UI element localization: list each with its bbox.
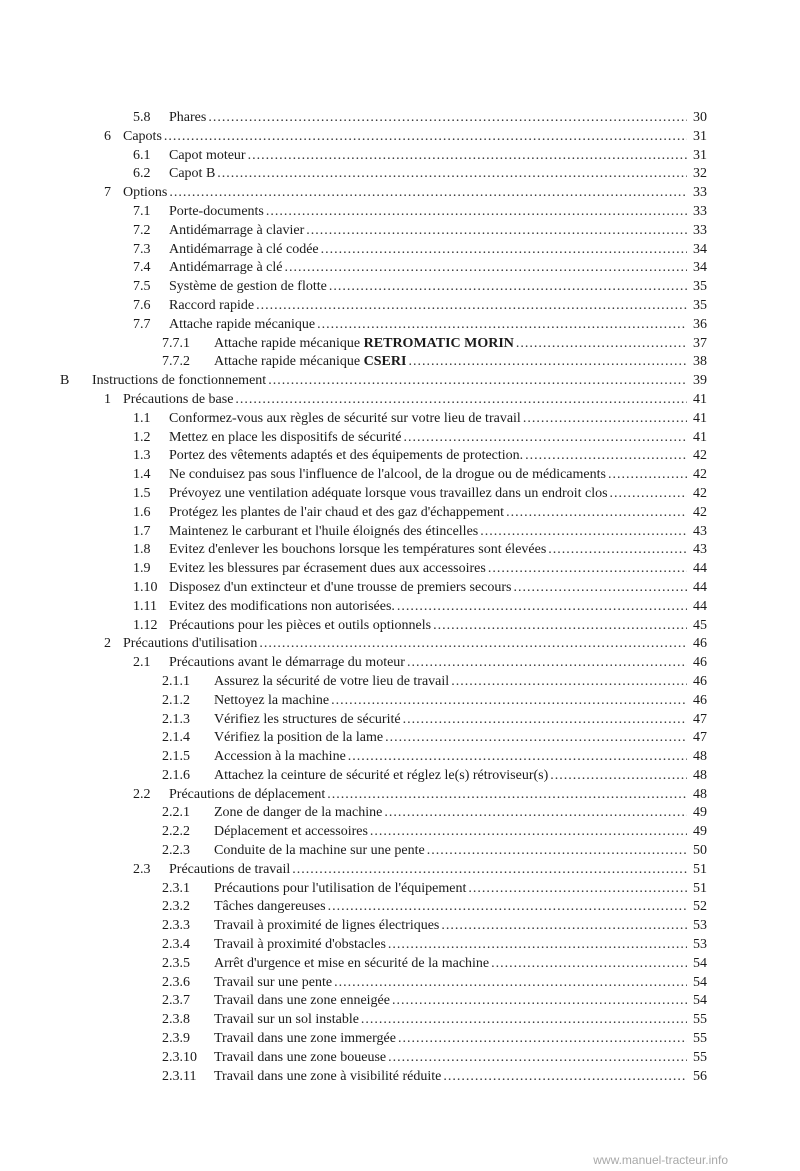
toc-entry — [0, 729, 800, 748]
toc-entry-title: Système de gestion de flotte — [169, 279, 327, 295]
toc-entry-title: Disposez d'un extincteur et d'une trousse de premiers secours — [169, 579, 512, 595]
toc-entry-page: 55 — [693, 1012, 707, 1028]
toc-entry — [0, 992, 800, 1011]
toc-entry — [0, 692, 800, 711]
dot-leader — [610, 485, 687, 504]
toc-entry — [0, 504, 800, 523]
toc-entry-page: 48 — [693, 786, 707, 802]
toc-entry-page: 37 — [693, 335, 707, 351]
toc-entry-number: 2.2.3 — [162, 843, 190, 859]
toc-entry-title: Précautions pour les pièces et outils optionnels — [169, 617, 432, 633]
dot-leader — [317, 316, 687, 335]
toc-entry — [0, 579, 800, 598]
toc-entry-number: 1.12 — [133, 617, 158, 633]
dot-leader — [480, 523, 687, 542]
dot-leader — [334, 974, 687, 993]
toc-entry-title: Instructions de fonctionnement — [92, 373, 267, 389]
toc-entry-page: 39 — [693, 373, 707, 389]
toc-entry — [0, 711, 800, 730]
toc-entry — [0, 748, 800, 767]
toc-entry-title: Prévoyez une ventilation adéquate lorsque vous travaillez dans un endroit clos — [169, 485, 608, 501]
toc-entry-title: Portez des vêtements adaptés et des équipements de protection. — [169, 448, 524, 464]
dot-leader — [208, 109, 687, 128]
dot-leader — [427, 842, 687, 861]
toc-entry — [0, 955, 800, 974]
toc-entry-title-emphasis: CSERI — [363, 354, 407, 370]
toc-entry-page: 49 — [693, 824, 707, 840]
toc-entry-title: Antidémarrage à clé — [169, 260, 283, 276]
toc-entry-number: 2.1.6 — [162, 767, 190, 783]
toc-entry — [0, 372, 800, 391]
dot-leader — [608, 466, 687, 485]
toc-entry-number: 2.3.6 — [162, 974, 190, 990]
toc-entry-title: Antidémarrage à clavier — [169, 222, 305, 238]
toc-entry-title: Capot B — [169, 166, 216, 182]
toc-entry-number: 2.1.4 — [162, 730, 190, 746]
toc-entry-title: Attache rapide mécanique CSERI — [214, 354, 407, 370]
toc-entry-number: 7.6 — [133, 297, 151, 313]
toc-entry-number: 1.5 — [133, 485, 151, 501]
toc-entry — [0, 598, 800, 617]
toc-entry-page: 55 — [693, 1049, 707, 1065]
toc-entry-title: Zone de danger de la machine — [214, 805, 383, 821]
toc-entry-page: 53 — [693, 918, 707, 934]
toc-entry-page: 41 — [693, 429, 707, 445]
toc-entry — [0, 297, 800, 316]
toc-entry — [0, 109, 800, 128]
toc-entry-number: 2.3.4 — [162, 937, 190, 953]
toc-entry-title: Evitez des modifications non autorisées. — [169, 598, 395, 614]
toc-entry-title: Options — [123, 185, 168, 201]
dot-leader — [388, 1049, 687, 1068]
dot-leader — [266, 203, 687, 222]
toc-entry-title: Travail sur une pente — [214, 974, 333, 990]
toc-entry — [0, 861, 800, 880]
dot-leader — [488, 560, 687, 579]
toc-entry-page: 44 — [693, 579, 707, 595]
toc-entry-number: 7.3 — [133, 241, 151, 257]
toc-entry-number: 6.1 — [133, 147, 151, 163]
toc-entry-number: 7.7.2 — [162, 354, 190, 370]
toc-entry — [0, 1011, 800, 1030]
toc-entry-page: 41 — [693, 410, 707, 426]
toc-entry — [0, 429, 800, 448]
toc-entry-number: 1.4 — [133, 467, 151, 483]
dot-leader — [398, 1030, 687, 1049]
dot-leader — [169, 184, 687, 203]
dot-leader — [397, 598, 687, 617]
dot-leader — [370, 823, 687, 842]
toc-entry-number: 1.9 — [133, 561, 151, 577]
dot-leader — [468, 880, 687, 899]
toc-entry-page: 33 — [693, 222, 707, 238]
toc-entry-page: 54 — [693, 993, 707, 1009]
toc-entry-title: Conduite de la machine sur une pente — [214, 843, 425, 859]
toc-entry-page: 31 — [693, 128, 707, 144]
toc-entry — [0, 560, 800, 579]
toc-entry-number: 1.11 — [133, 598, 157, 614]
toc-entry-number: 2.1 — [133, 655, 151, 671]
toc-entry-title: Travail dans une zone enneigée — [214, 993, 390, 1009]
dot-leader — [248, 147, 687, 166]
toc-entry-page: 47 — [693, 730, 707, 746]
dot-leader — [256, 297, 687, 316]
dot-leader — [523, 410, 687, 429]
toc-entry-page: 34 — [693, 241, 707, 257]
toc-entry-number: 2.2.1 — [162, 805, 190, 821]
toc-entry-page: 43 — [693, 542, 707, 558]
toc-entry-page: 47 — [693, 711, 707, 727]
toc-entry — [0, 353, 800, 372]
toc-entry-page: 55 — [693, 1031, 707, 1047]
toc-entry-title: Arrêt d'urgence et mise en sécurité de la machine — [214, 955, 490, 971]
toc-entry-page: 35 — [693, 297, 707, 313]
toc-entry — [0, 786, 800, 805]
dot-leader — [285, 259, 688, 278]
toc-entry — [0, 485, 800, 504]
toc-entry-page: 44 — [693, 561, 707, 577]
toc-entry — [0, 673, 800, 692]
toc-entry-page: 42 — [693, 448, 707, 464]
toc-entry-number: 1.10 — [133, 579, 158, 595]
dot-leader — [451, 673, 687, 692]
toc-entry-page: 48 — [693, 749, 707, 765]
toc-entry-number: 2.3.8 — [162, 1012, 190, 1028]
dot-leader — [384, 804, 687, 823]
dot-leader — [329, 278, 687, 297]
toc-entry-page: 52 — [693, 899, 707, 915]
dot-leader — [321, 241, 687, 260]
toc-entry-page: 42 — [693, 485, 707, 501]
toc-entry-page: 36 — [693, 316, 707, 332]
dot-leader — [443, 1068, 687, 1087]
dot-leader — [217, 165, 687, 184]
table-of-contents — [0, 109, 800, 1086]
dot-leader — [268, 372, 687, 391]
toc-entry — [0, 165, 800, 184]
toc-entry-title: Précautions pour l'utilisation de l'équipement — [214, 880, 467, 896]
toc-entry-number: 2.3.2 — [162, 899, 190, 915]
toc-entry-title: Attache rapide mécanique — [169, 316, 316, 332]
toc-entry-title: Attache rapide mécanique RETROMATIC MORIN — [214, 335, 514, 351]
toc-entry-number: 2.3 — [133, 861, 151, 877]
toc-entry-title: Déplacement et accessoires — [214, 824, 368, 840]
dot-leader — [548, 541, 687, 560]
toc-entry — [0, 335, 800, 354]
toc-entry-number: 2.1.3 — [162, 711, 190, 727]
toc-entry-number: 7 — [104, 185, 111, 201]
toc-entry — [0, 316, 800, 335]
toc-entry-number: 1.6 — [133, 504, 151, 520]
dot-leader — [164, 128, 687, 147]
toc-entry-title: Ne conduisez pas sous l'influence de l'alcool, de la drogue ou de médicaments — [169, 467, 606, 483]
toc-entry-page: 43 — [693, 523, 707, 539]
toc-entry-number: 7.2 — [133, 222, 151, 238]
toc-entry-title: Maintenez le carburant et l'huile éloignés des étincelles — [169, 523, 479, 539]
toc-entry — [0, 974, 800, 993]
toc-entry — [0, 447, 800, 466]
toc-entry — [0, 917, 800, 936]
toc-entry — [0, 278, 800, 297]
dot-leader — [441, 917, 687, 936]
toc-entry-page: 31 — [693, 147, 707, 163]
toc-entry — [0, 391, 800, 410]
toc-entry-title: Tâches dangereuses — [214, 899, 326, 915]
toc-entry-number: 6 — [104, 128, 111, 144]
toc-entry-page: 51 — [693, 880, 707, 896]
dot-leader — [331, 692, 687, 711]
toc-entry-number: 1 — [104, 391, 111, 407]
toc-entry-number: 2.1.2 — [162, 692, 190, 708]
toc-entry-number: 7.1 — [133, 203, 151, 219]
toc-entry-page: 38 — [693, 354, 707, 370]
toc-entry — [0, 147, 800, 166]
toc-entry-number: 1.2 — [133, 429, 151, 445]
dot-leader — [403, 429, 687, 448]
toc-entry-title: Nettoyez la machine — [214, 692, 330, 708]
toc-entry — [0, 241, 800, 260]
dot-leader — [407, 654, 687, 673]
toc-entry-title: Vérifiez les structures de sécurité — [214, 711, 401, 727]
toc-entry-number: 2 — [104, 636, 111, 652]
toc-entry-number: B — [60, 373, 70, 389]
toc-entry — [0, 1068, 800, 1087]
dot-leader — [361, 1011, 687, 1030]
toc-entry — [0, 898, 800, 917]
toc-entry-title-emphasis: RETROMATIC MORIN — [363, 335, 514, 351]
toc-entry-title: Capots — [123, 128, 162, 144]
toc-entry-title: Précautions de déplacement — [169, 786, 326, 802]
toc-entry — [0, 823, 800, 842]
toc-entry-number: 2.3.1 — [162, 880, 190, 896]
toc-entry-page: 56 — [693, 1068, 707, 1084]
toc-entry-number: 7.7.1 — [162, 335, 190, 351]
toc-entry-number: 2.3.5 — [162, 955, 190, 971]
toc-entry-page: 33 — [693, 203, 707, 219]
toc-entry-number: 2.1.5 — [162, 749, 190, 765]
toc-entry — [0, 1049, 800, 1068]
toc-entry-number: 2.3.10 — [162, 1049, 197, 1065]
dot-leader — [388, 936, 687, 955]
toc-entry-page: 30 — [693, 110, 707, 125]
toc-entry-title: Assurez la sécurité de votre lieu de travail — [214, 673, 450, 689]
toc-entry-title: Accession à la machine — [214, 749, 346, 765]
toc-entry-number: 2.2 — [133, 786, 151, 802]
dot-leader — [408, 353, 687, 372]
toc-entry — [0, 617, 800, 636]
toc-entry-title: Phares — [169, 110, 207, 125]
toc-entry — [0, 222, 800, 241]
toc-entry-number: 2.3.7 — [162, 993, 190, 1009]
toc-entry-title: Travail dans une zone à visibilité réduite — [214, 1068, 442, 1084]
toc-entry-number: 5.8 — [133, 110, 151, 125]
toc-entry-number: 7.4 — [133, 260, 151, 276]
toc-entry-number: 2.3.11 — [162, 1068, 197, 1084]
toc-entry-title: Précautions de travail — [169, 861, 291, 877]
dot-leader — [235, 391, 687, 410]
toc-entry-number: 1.3 — [133, 448, 151, 464]
toc-entry-page: 32 — [693, 166, 707, 182]
toc-entry-title: Travail dans une zone immergée — [214, 1031, 396, 1047]
dot-leader — [525, 447, 687, 466]
toc-entry-number: 1.7 — [133, 523, 151, 539]
dot-leader — [506, 504, 687, 523]
toc-entry-page: 35 — [693, 279, 707, 295]
toc-entry-title: Travail à proximité de lignes électriques — [214, 918, 440, 934]
dot-leader — [328, 898, 687, 917]
toc-entry — [0, 635, 800, 654]
toc-entry-page: 34 — [693, 260, 707, 276]
toc-entry-title: Evitez d'enlever les bouchons lorsque les températures sont élevées — [169, 542, 547, 558]
toc-entry-page: 50 — [693, 843, 707, 859]
toc-entry-page: 48 — [693, 767, 707, 783]
toc-entry-page: 33 — [693, 185, 707, 201]
dot-leader — [433, 617, 687, 636]
toc-entry-title: Capot moteur — [169, 147, 246, 163]
toc-entry — [0, 259, 800, 278]
toc-entry-number: 2.2.2 — [162, 824, 190, 840]
toc-entry-title: Evitez les blessures par écrasement dues aux accessoires — [169, 561, 486, 577]
toc-entry-number: 2.3.3 — [162, 918, 190, 934]
toc-entry-page: 41 — [693, 391, 707, 407]
dot-leader — [306, 222, 687, 241]
toc-entry — [0, 203, 800, 222]
dot-leader — [259, 635, 687, 654]
toc-entry-title: Travail à proximité d'obstacles — [214, 937, 386, 953]
toc-entry-page: 53 — [693, 937, 707, 953]
dot-leader — [392, 992, 687, 1011]
toc-entry-number: 6.2 — [133, 166, 151, 182]
toc-entry — [0, 541, 800, 560]
toc-entry-page: 42 — [693, 467, 707, 483]
toc-entry — [0, 654, 800, 673]
toc-entry-number: 1.8 — [133, 542, 151, 558]
toc-entry-title: Conformez-vous aux règles de sécurité sur votre lieu de travail — [169, 410, 521, 426]
toc-entry-title: Mettez en place les dispositifs de sécurité — [169, 429, 402, 445]
toc-entry-page: 49 — [693, 805, 707, 821]
toc-entry — [0, 880, 800, 899]
dot-leader — [516, 335, 687, 354]
toc-entry-page: 46 — [693, 673, 707, 689]
toc-entry — [0, 767, 800, 786]
dot-leader — [514, 579, 687, 598]
toc-entry-number: 1.1 — [133, 410, 151, 426]
toc-entry-number: 2.3.9 — [162, 1031, 190, 1047]
toc-entry-title: Travail dans une zone boueuse — [214, 1049, 387, 1065]
dot-leader — [385, 729, 687, 748]
toc-entry-page: 54 — [693, 955, 707, 971]
toc-entry — [0, 936, 800, 955]
toc-entry — [0, 1030, 800, 1049]
toc-entry — [0, 804, 800, 823]
toc-entry-number: 2.1.1 — [162, 673, 190, 689]
toc-entry-number: 7.5 — [133, 279, 151, 295]
toc-entry-title: Protégez les plantes de l'air chaud et des gaz d'échappement — [169, 504, 505, 520]
watermark: www.manuel-tracteur.info — [593, 1153, 728, 1167]
toc-entry — [0, 842, 800, 861]
toc-entry-page: 42 — [693, 504, 707, 520]
toc-entry-title: Vérifiez la position de la lame — [214, 730, 384, 746]
dot-leader — [292, 861, 687, 880]
toc-entry-page: 46 — [693, 692, 707, 708]
dot-leader — [327, 786, 687, 805]
toc-entry-page: 46 — [693, 655, 707, 671]
toc-entry — [0, 128, 800, 147]
toc-entry — [0, 410, 800, 429]
dot-leader — [403, 711, 687, 730]
toc-entry-page: 44 — [693, 598, 707, 614]
toc-entry-title: Précautions de base — [123, 391, 234, 407]
toc-entry-title: Porte-documents — [169, 203, 264, 219]
dot-leader — [348, 748, 687, 767]
toc-entry-page: 51 — [693, 861, 707, 877]
toc-entry — [0, 523, 800, 542]
toc-entry — [0, 184, 800, 203]
dot-leader — [491, 955, 687, 974]
dot-leader — [550, 767, 687, 786]
toc-entry-title: Raccord rapide — [169, 297, 255, 313]
toc-entry-number: 7.7 — [133, 316, 151, 332]
toc-entry — [0, 466, 800, 485]
toc-entry-page: 45 — [693, 617, 707, 633]
toc-entry-title: Antidémarrage à clé codée — [169, 241, 319, 257]
toc-entry-title: Attachez la ceinture de sécurité et réglez le(s) rétroviseur(s) — [214, 767, 549, 783]
toc-entry-page: 54 — [693, 974, 707, 990]
toc-entry-title: Travail sur un sol instable — [214, 1012, 359, 1028]
toc-entry-page: 46 — [693, 636, 707, 652]
toc-entry-title: Précautions avant le démarrage du moteur — [169, 655, 405, 671]
toc-entry-title: Précautions d'utilisation — [123, 636, 258, 652]
